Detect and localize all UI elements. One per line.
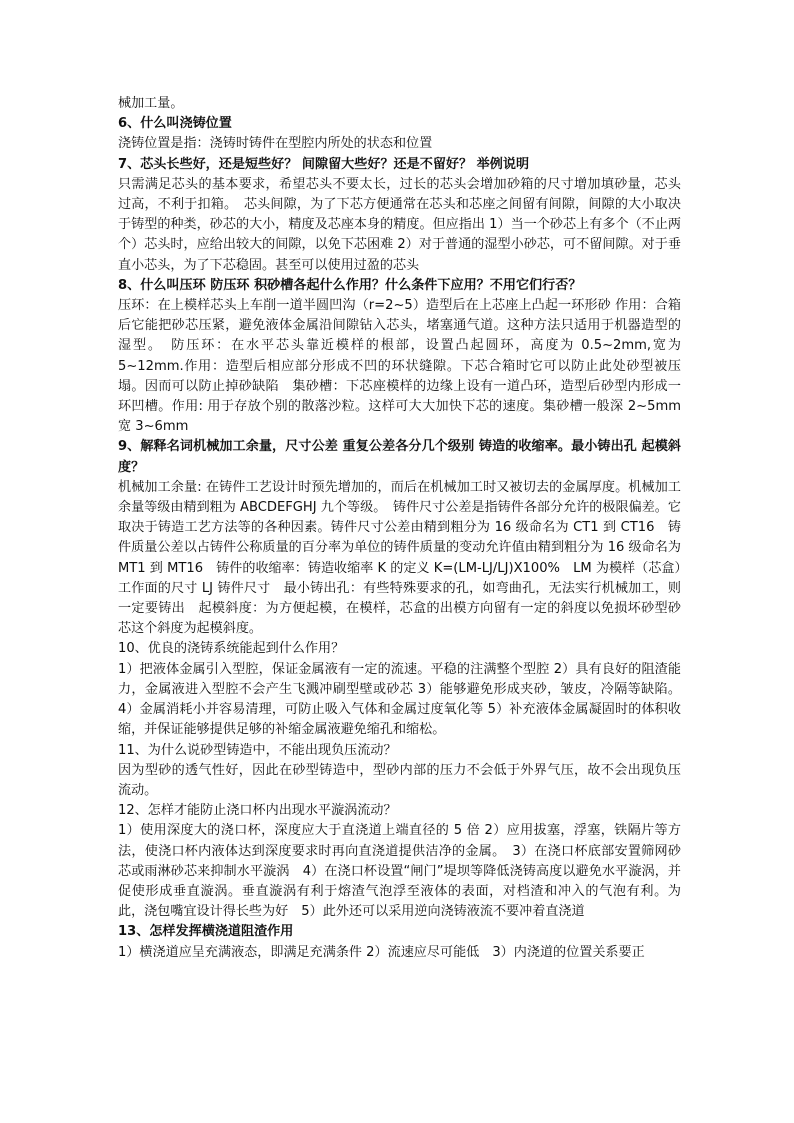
answer-10-text: 1）把液体金属引入型腔，保证金属液有一定的流速。平稳的注满整个型腔 2）具有良好的阻渣能力，金属液进入型腔不会产生飞溅冲刷型壁或砂芯 3）能够避免形成夹砂，皱皮，冷隔等缺陷。 4）金属消耗小并容易清理，可防止吸入气体和金属过度氧化等 5）补充液体金属凝固时的体积收缩，并保证能够提供足够的补缩金属液避免缩孔和缩松。 (118, 661, 681, 738)
question-6-heading: 6、什么叫浇铸位置 (118, 116, 232, 132)
document-page (118, 94, 681, 963)
question-7-heading: 7、芯头长些好，还是短些好？ 间隙留大些好？还是不留好？ 举例说明 (118, 156, 530, 172)
answer-9-text: 机械加工余量: 在铸件工艺设计时预先增加的，而后在机械加工时又被切去的金属厚度。机械加工余量等级由精到粗为 ABCDEFGHJ 九个等级。 铸件尺寸公差是指铸件各部分允许的极限偏差。它取决于铸造工艺方法等的各种因素。铸件尺寸公差由精到粗分为 16 级命名为 CT1 到 CT16 铸件质量公差以占铸件公称质量的百分率为单位的铸件质量的变动允许值由精到粗分为 16 级命名为 MT1 到 MT16 铸件的收缩率：铸造收缩率 K 的定义 K=(LM-LJ/LJ)X100% LM 为模样（芯盒）工作面的尺寸 LJ 铸件尺寸 最小铸出孔：有些特殊要求的孔，如弯曲孔，无法实行机械加工，则一定要铸出 起模斜度：为方便起模，在模样，芯盒的出模方向留有一定的斜度以免损坏砂型砂芯这个斜度为起模斜度。 (118, 479, 681, 637)
answer-6-text: 浇铸位置是指：浇铸时铸件在型腔内所处的状态和位置 (118, 136, 433, 152)
question-12-heading: 12、怎样才能防止浇口杯内出现水平漩涡流动？ (118, 803, 397, 819)
question-8-heading: 8、什么叫压环 防压环 积砂槽各起什么作用？什么条件下应用？不用它们行否？ (118, 277, 582, 293)
question-9-heading: 9、解释名词机械加工余量，尺寸公差 重复公差各分几个级别 铸造的收缩率。最小铸出孔 起模斜度？ (118, 439, 681, 475)
answer-7-text: 只需满足芯头的基本要求，希望芯头不要太长，过长的芯头会增加砂箱的尺寸增加填砂量，芯头过高，不利于扣箱。 芯头间隙，为了下芯方便通常在芯头和芯座之间留有间隙，间隙的大小取决于铸型的种类，砂芯的大小，精度及芯座本身的精度。但应指出 1）当一个砂芯上有多个（不止两个）芯头时，应给出较大的间隙，以免下芯困难 2）对于普通的湿型小砂芯，可不留间隙。对于垂直小芯头，为了下芯稳固。甚至可以使用过盈的芯头 (118, 176, 681, 273)
question-10-heading: 10、优良的浇铸系统能起到什么作用？ (118, 641, 345, 657)
answer-8-text: 压环：在上模样芯头上车削一道半圆凹沟（r=2~5）造型后在上芯座上凸起一环形砂 作用：合箱后它能把砂芯压紧，避免液体金属沿间隙钻入芯头，堵塞通气道。这种方法只适用于机器造型的湿型。 防压环：在水平芯头靠近模样的根部，设置凸起圆环，高度为 0.5~2mm,宽为 5~12mm.作用：造型后相应部分形成不凹的环状缝隙。下芯合箱时它可以防止此处砂型被压塌。因而可以防止掉砂缺陷 集砂槽：下芯座模样的边缘上设有一道凸环，造型后砂型内形成一环凹槽。作用: 用于存放个别的散落沙粒。这样可大大加快下芯的速度。集砂槽一般深 2~5mm 宽 3~6mm (118, 298, 681, 435)
answer-11-text: 因为型砂的透气性好，因此在砂型铸造中，型砂内部的压力不会低于外界气压，故不会出现负压流动。 (118, 762, 681, 798)
question-11-heading: 11、为什么说砂型铸造中，不能出现负压流动？ (118, 742, 397, 758)
question-13-heading: 13、怎样发挥横浇道阻渣作用 (118, 924, 294, 940)
answer-13-text: 1）横浇道应呈充满液态，即满足充满条件 2）流速应尽可能低 3）内浇道的位置关系要正 (118, 944, 645, 960)
answer-12-text: 1）使用深度大的浇口杯，深度应大于直浇道上端直径的 5 倍 2）应用拔塞，浮塞，铁隔片等方法，使浇口杯内液体达到深度要求时再向直浇道提供洁净的金属。 3）在浇口杯底部安置筛网砂芯或雨淋砂芯来抑制水平漩涡 4）在浇口杯设置“闸门”堤坝等降低浇铸高度以避免水平漩涡，并促使形成垂直漩涡。垂直漩涡有利于熔渣气泡浮至液体的表面，对档渣和冲入的气泡有利。为此，浇包嘴宜设计得长些为好 5）此外还可以采用逆向浇铸液流不要冲着直浇道 (118, 823, 681, 920)
paragraph-continuation: 械加工量。 (118, 96, 184, 111)
